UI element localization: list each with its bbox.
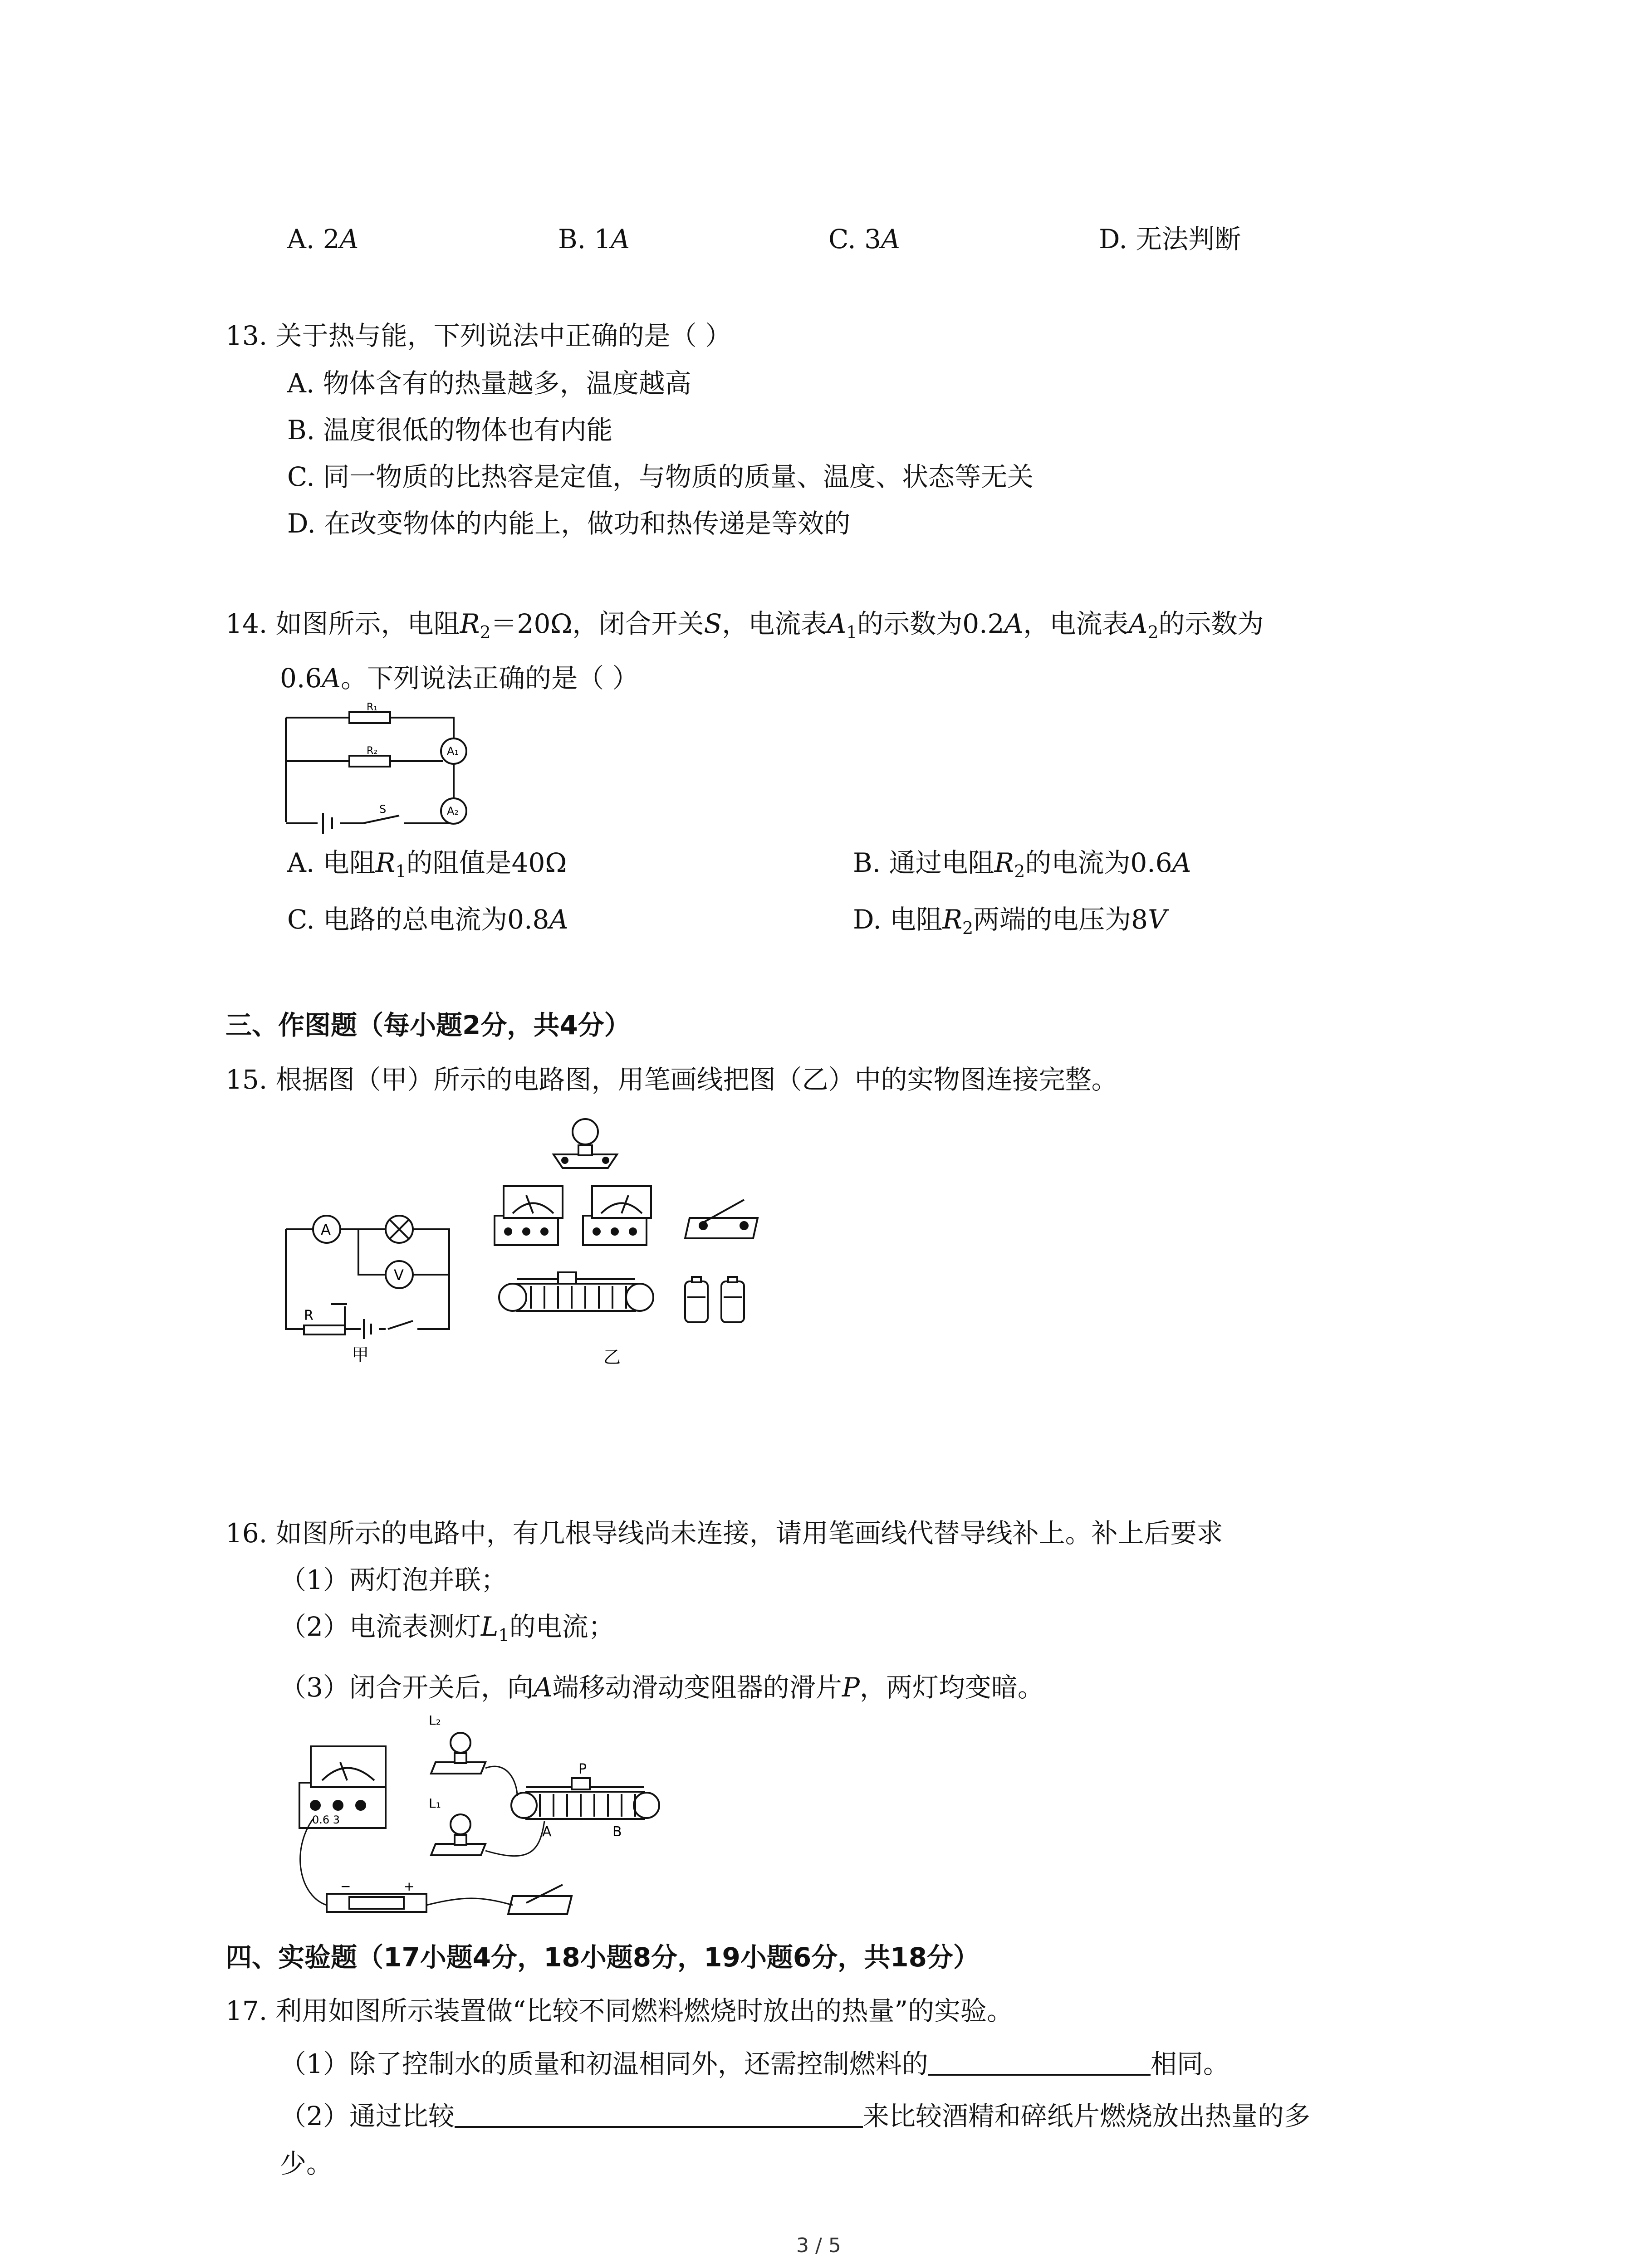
q14-fig-label-r2: R₂ bbox=[367, 745, 378, 757]
q16-battery-plus: + bbox=[404, 1879, 415, 1894]
q16-label-b: B bbox=[612, 1824, 622, 1840]
q16-label-a: A bbox=[542, 1824, 552, 1840]
q15-bulb-icon bbox=[554, 1119, 617, 1168]
q15-battery-icon bbox=[685, 1277, 744, 1322]
page-number: 3 / 5 bbox=[796, 2234, 841, 2257]
q16-lamp-l1-icon bbox=[431, 1814, 485, 1855]
q14-fig-label-r1: R₁ bbox=[367, 702, 378, 713]
q14-option-a: A. 电阻$R_1$的阻值是40Ω bbox=[287, 847, 567, 881]
q12-option-d: D. 无法判断 bbox=[1099, 224, 1241, 254]
q17-blank-1[interactable] bbox=[928, 2047, 1151, 2076]
q15-rheostat-icon bbox=[499, 1272, 653, 1311]
q14-option-d: D. 电阻$R_2$两端的电压为8V bbox=[853, 904, 1167, 938]
q15-switch-icon bbox=[685, 1200, 758, 1238]
q16-circuit-components bbox=[272, 1715, 671, 1928]
q15-schematic-jia bbox=[277, 1207, 458, 1365]
q16-requirement-2: （2）电流表测灯$L_1$的电流； bbox=[280, 1611, 615, 1645]
q16-stem: 16. 如图所示的电路中，有几根导线尚未连接，请用笔画线代替导线补上。补上后要求 bbox=[225, 1518, 1223, 1549]
q17-item-2: （2）通过比较 来比较酒精和碎纸片燃烧放出热量的多 bbox=[280, 2098, 1310, 2134]
q14-stem-line1: 14. 如图所示，电阻$R_2=20\Omega$，闭合开关S，电流表$A_1$的示数为0.2A，电流表$A_2$的示数为 bbox=[225, 608, 1264, 642]
q15-label-jia: 甲 bbox=[352, 1345, 369, 1365]
q15-schematic-ammeter-label: A bbox=[321, 1221, 331, 1238]
q14-stem-line2: 0.6A。下列说法正确的是（ ） bbox=[280, 663, 639, 694]
q14-fig-label-a2: A₂ bbox=[447, 805, 459, 817]
q16-battery-icon bbox=[327, 1894, 426, 1912]
q17-item-2-continued: 少。 bbox=[280, 2148, 333, 2179]
q13-stem: 13. 关于热与能，下列说法中正确的是（ ） bbox=[225, 320, 732, 351]
q13-option-a: A. 物体含有的热量越多，温度越高 bbox=[287, 368, 691, 399]
q17-stem: 17. 利用如图所示装置做“比较不同燃料燃烧时放出的热量”的实验。 bbox=[225, 1995, 1013, 2026]
q14-fig-label-a1: A₁ bbox=[447, 745, 459, 758]
q16-label-l1: L₁ bbox=[429, 1796, 441, 1811]
section-3-heading: 三、作图题（每小题2分，共4分） bbox=[225, 1010, 631, 1041]
q15-label-yi: 乙 bbox=[603, 1347, 621, 1367]
q14-option-c: C. 电路的总电流为0.8A bbox=[287, 904, 568, 935]
q14-option-b: B. 通过电阻$R_2$的电流为0.6A bbox=[853, 847, 1191, 881]
q16-requirement-1: （1）两灯泡并联； bbox=[280, 1564, 507, 1595]
q16-label-p: P bbox=[578, 1761, 587, 1777]
q17-item-1: （1）除了控制水的质量和初温相同外，还需控制燃料的 相同。 bbox=[280, 2046, 1230, 2082]
q13-option-c: C. 同一物质的比热容是定值，与物质的质量、温度、状态等无关 bbox=[287, 461, 1034, 492]
q16-rheostat-icon bbox=[511, 1778, 659, 1819]
q16-battery-minus: − bbox=[340, 1879, 351, 1894]
q16-label-l2: L₂ bbox=[429, 1713, 441, 1728]
q15-ammeter-icon bbox=[495, 1186, 563, 1245]
q15-schematic-voltmeter-label: V bbox=[394, 1266, 404, 1284]
q16-switch-icon bbox=[508, 1885, 572, 1914]
q12-option-b: B. 1A bbox=[558, 224, 630, 254]
q13-option-b: B. 温度很低的物体也有内能 bbox=[287, 415, 613, 445]
q15-voltmeter-icon bbox=[583, 1186, 651, 1245]
q17-blank-2[interactable] bbox=[455, 2099, 863, 2128]
q15-stem: 15. 根据图（甲）所示的电路图，用笔画线把图（乙）中的实物图连接完整。 bbox=[225, 1064, 1118, 1095]
q15-schematic-rheostat-label: R bbox=[304, 1308, 314, 1324]
q12-option-a: A. 2A bbox=[287, 224, 359, 254]
q12-option-c: C. 3A bbox=[828, 224, 900, 254]
q13-option-d: D. 在改变物体的内能上，做功和热传递是等效的 bbox=[287, 508, 851, 539]
q16-ammeter-scale: 0.6 3 bbox=[312, 1813, 340, 1826]
section-4-heading: 四、实验题（17小题4分，18小题8分，19小题6分，共18分） bbox=[225, 1942, 980, 1973]
q15-components-yi bbox=[485, 1107, 794, 1370]
q16-requirement-3: （3）闭合开关后，向A端移动滑动变阻器的滑片P，两灯均变暗。 bbox=[280, 1672, 1044, 1703]
q16-lamp-l2-icon bbox=[431, 1733, 485, 1774]
q14-circuit-diagram bbox=[281, 702, 463, 828]
q14-fig-label-s: S bbox=[379, 803, 387, 816]
